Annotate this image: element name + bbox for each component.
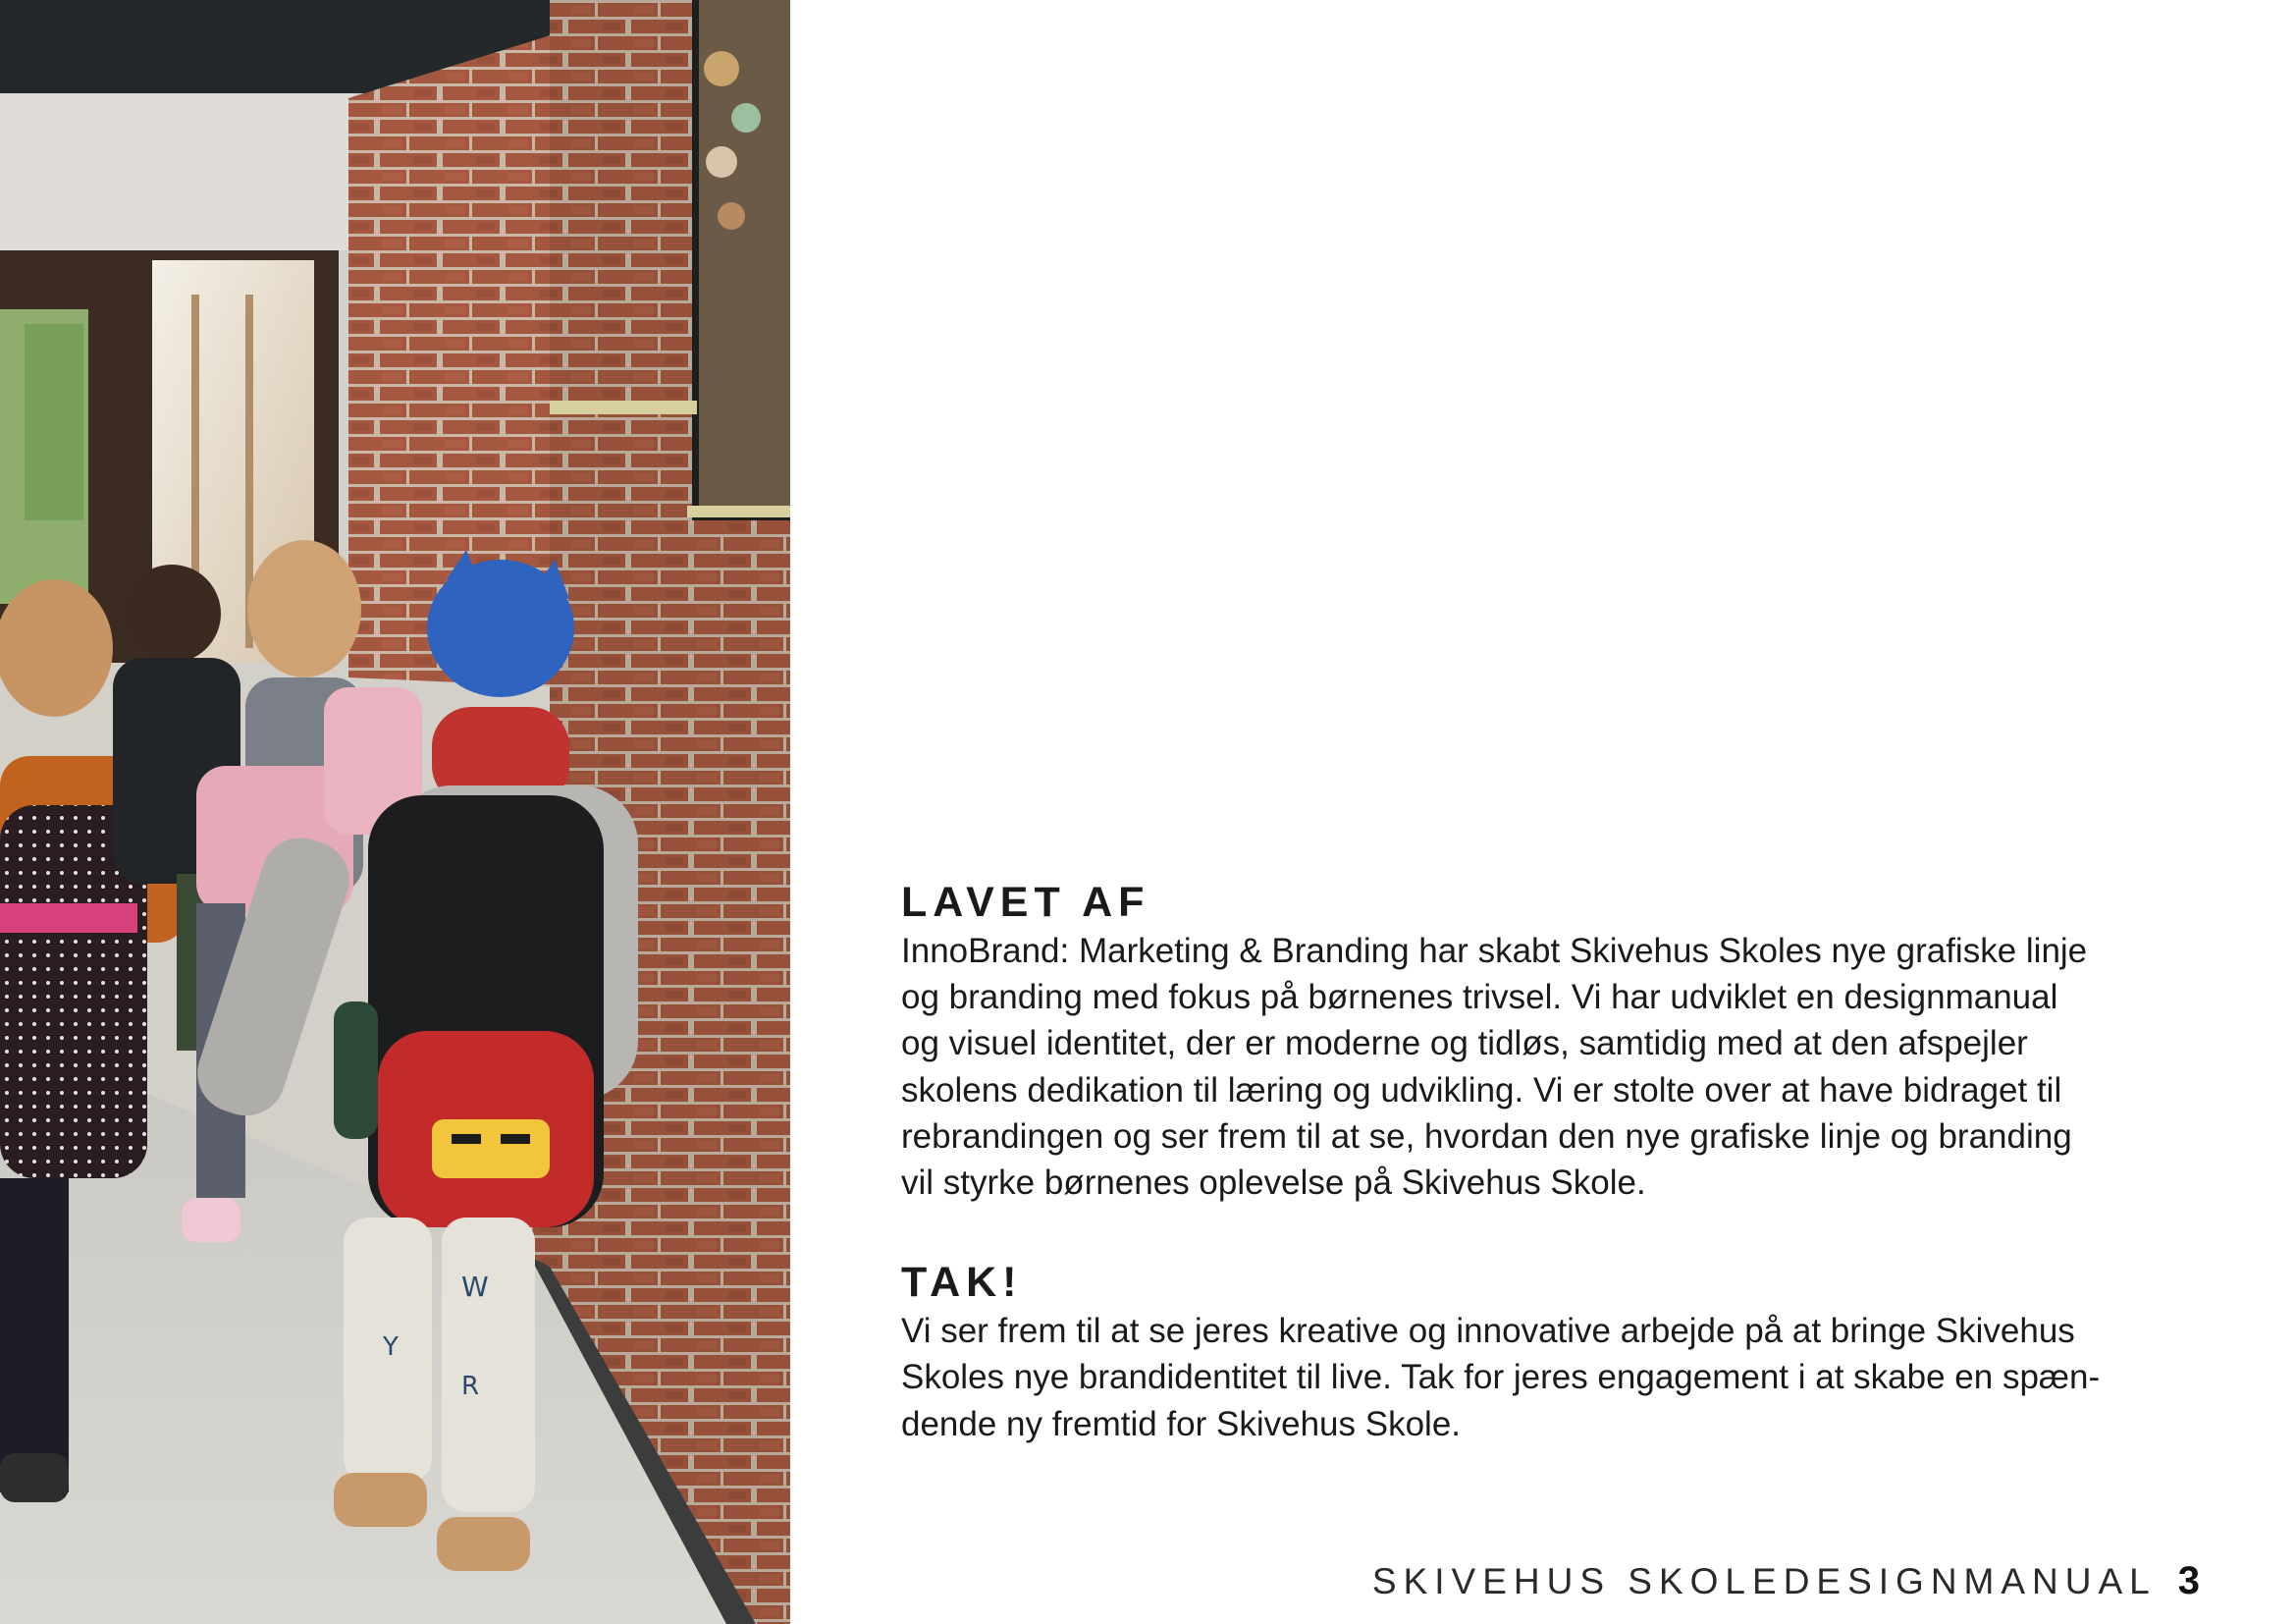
svg-text:W: W [461, 1271, 489, 1303]
svg-text:Y: Y [383, 1332, 399, 1362]
made-by-line: og visuel identitet, der er moderne og tidløs, samtidig med at den afspejler [901, 1024, 2028, 1063]
thanks-section [901, 1257, 2207, 1447]
made-by-line: skolens dedikation til læring og udvikling. Vi er stolte over at have bidraget til [901, 1070, 2062, 1110]
thanks-line: Vi ser frem til at se jeres kreative og innovative arbejde på at bringe Skivehus [901, 1312, 2075, 1351]
thanks-line: Skoles nye brandidentitet til live. Tak for jeres engagement i at skabe en spæn- [901, 1358, 2101, 1397]
made-by-line: vil styrke børnenes oplevelse på Skivehus Skole. [901, 1164, 1646, 1203]
made-by-section [901, 877, 2207, 1206]
footer-title: SKIVEHUS SKOLEDESIGNMANUAL [1371, 1561, 2157, 1601]
made-by-heading: LAVET AF [901, 879, 1150, 926]
thanks-line: dende ny fremtid for Skivehus Skole. [901, 1404, 1462, 1443]
made-by-line: rebrandingen og ser frem til at se, hvordan den nye grafiske linje og branding [901, 1116, 2072, 1156]
text-column [901, 877, 2207, 1447]
made-by-line: InnoBrand: Marketing & Branding har skabt Skivehus Skoles nye grafiske linje [901, 932, 2088, 970]
made-by-line: og branding med fokus på børnenes trivsel. Vi har udviklet en designmanual [901, 978, 2058, 1017]
page-number: 3 [2177, 1559, 2200, 1602]
thanks-heading: TAK! [901, 1259, 1023, 1307]
thanks-paragraph [901, 1308, 2207, 1447]
page-footer [1372, 1559, 2200, 1608]
hallway-photo [0, 0, 790, 1624]
made-by-paragraph [901, 928, 2207, 1206]
svg-text:R: R [461, 1372, 480, 1401]
